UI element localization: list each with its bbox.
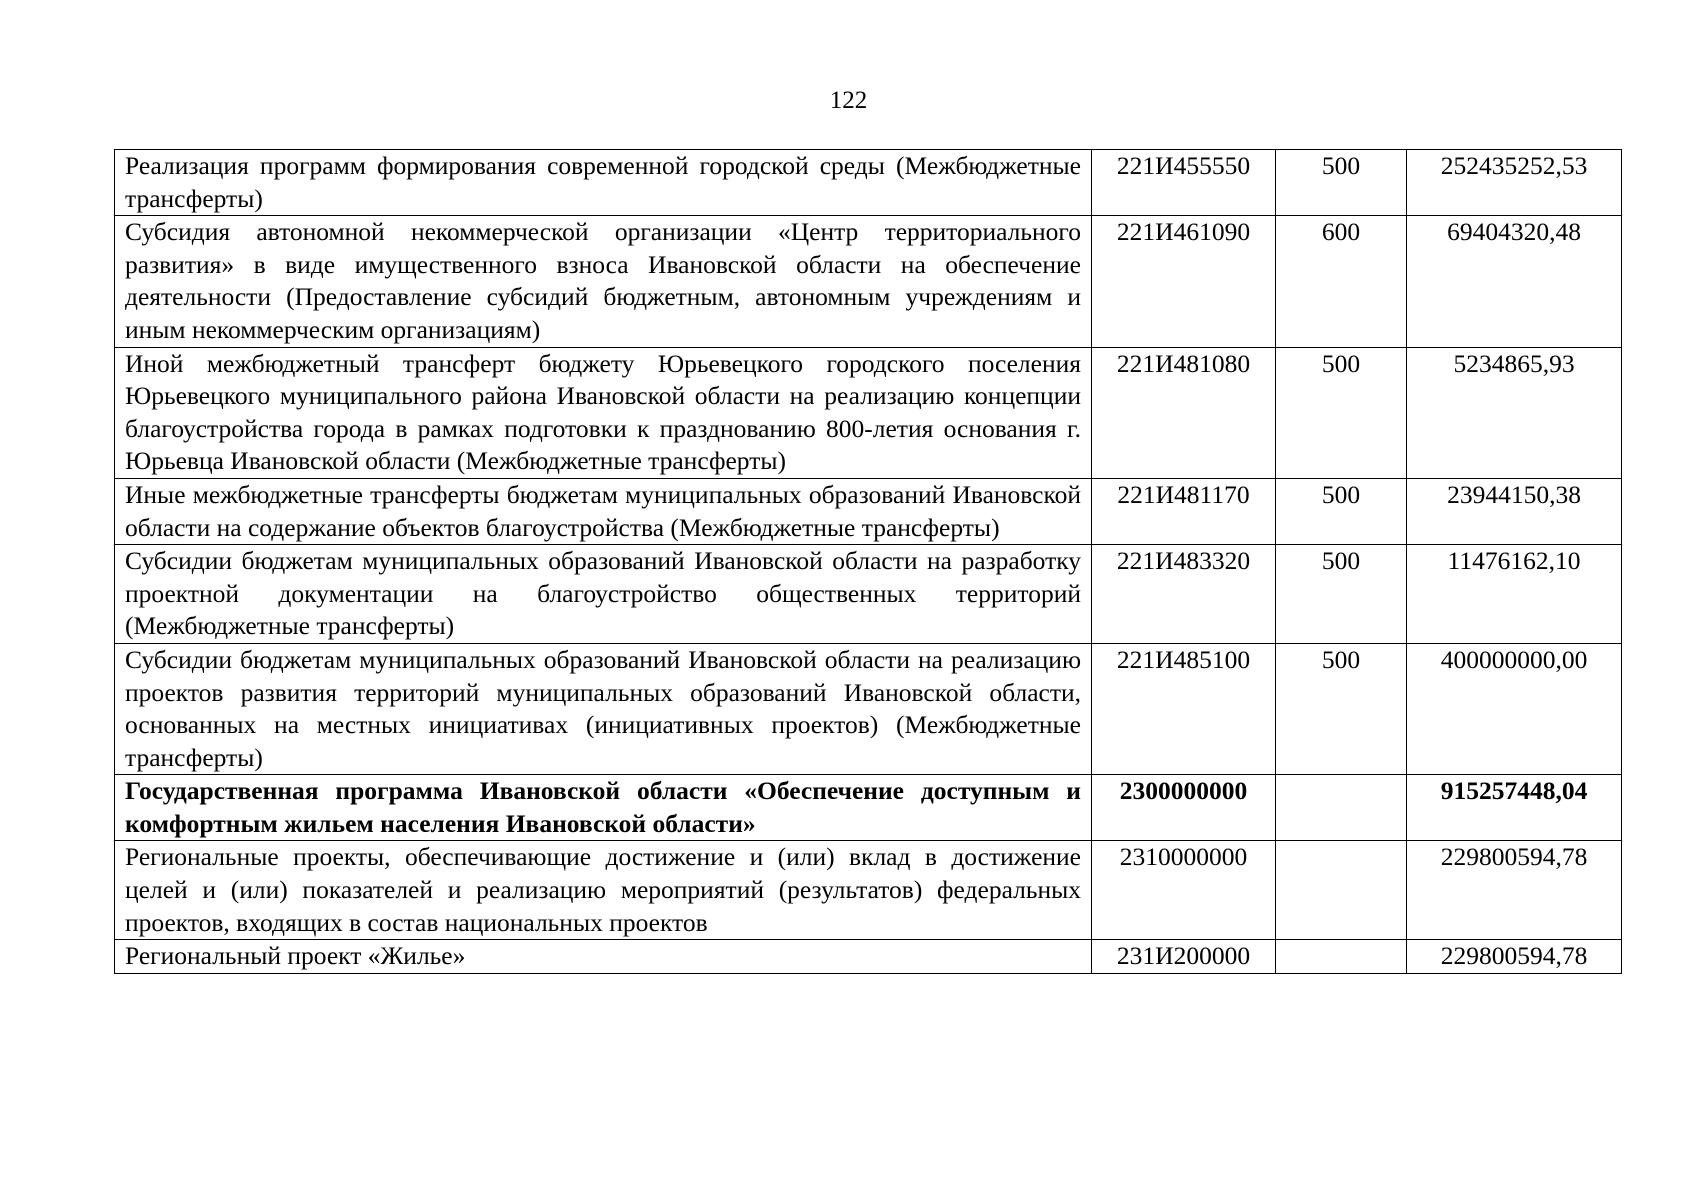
row-code: 221И481080 <box>1092 347 1276 478</box>
row-sum: 69404320,48 <box>1407 216 1622 347</box>
table-row <box>115 841 1622 940</box>
row-code: 221И485100 <box>1092 643 1276 774</box>
row-sum: 229800594,78 <box>1407 841 1622 940</box>
row-name: Региональные проекты, обеспечивающие достижение и (или) вклад в достижение целей и (или) показателей и реализацию мероприятий (результатов) федеральных проектов, входящих в состав национальных проектов <box>115 841 1092 940</box>
row-name: Субсидии бюджетам муниципальных образований Ивановской области на разработку проектной документации на благоустройство общественных территорий (Межбюджетные трансферты) <box>115 545 1092 644</box>
row-expense-type: 500 <box>1276 347 1407 478</box>
row-name: Субсидии бюджетам муниципальных образований Ивановской области на реализацию проектов развития территорий муниципальных образований Ивановской области, основанных на местных инициативах (инициативных проектов) (Межбюджетные трансферты) <box>115 643 1092 774</box>
row-expense-type: 500 <box>1276 545 1407 644</box>
table-row <box>115 150 1622 216</box>
row-sum: 915257448,04 <box>1407 775 1622 841</box>
row-sum: 11476162,10 <box>1407 545 1622 644</box>
page-number: 122 <box>829 87 868 114</box>
row-name: Иной межбюджетный трансферт бюджету Юрьевецкого городского поселения Юрьевецкого муниципального района Ивановской области на реализацию концепции благоустройства города в рамках подготовки к празднованию 800-летия основания г. Юрьевца Ивановской области (Межбюджетные трансферты) <box>115 347 1092 478</box>
table-row <box>115 545 1622 644</box>
row-expense-type: 500 <box>1276 150 1407 216</box>
row-name: Государственная программа Ивановской области «Обеспечение доступным и комфортным жильем населения Ивановской области» <box>115 775 1092 841</box>
row-expense-type <box>1276 940 1407 974</box>
table-row <box>115 940 1622 974</box>
table-row <box>115 643 1622 774</box>
row-expense-type: 500 <box>1276 478 1407 544</box>
row-sum: 400000000,00 <box>1407 643 1622 774</box>
row-sum: 252435252,53 <box>1407 150 1622 216</box>
row-sum: 229800594,78 <box>1407 940 1622 974</box>
row-code: 221И461090 <box>1092 216 1276 347</box>
table-row <box>115 478 1622 544</box>
row-name: Субсидия автономной некоммерческой организации «Центр территориального развития» в виде имущественного взноса Ивановской области на обеспечение деятельности (Предоставление субсидий бюджетным, автономным учреждениям и иным некоммерческим организациям) <box>115 216 1092 347</box>
row-code: 221И455550 <box>1092 150 1276 216</box>
row-name: Иные межбюджетные трансферты бюджетам муниципальных образований Ивановской области на содержание объектов благоустройства (Межбюджетные трансферты) <box>115 478 1092 544</box>
table-row-program <box>115 775 1622 841</box>
row-code: 221И481170 <box>1092 478 1276 544</box>
row-name: Реализация программ формирования современной городской среды (Межбюджетные трансферты) <box>115 150 1092 216</box>
row-code: 221И483320 <box>1092 545 1276 644</box>
row-code: 231И200000 <box>1092 940 1276 974</box>
row-name: Региональный проект «Жилье» <box>115 940 1092 974</box>
row-expense-type: 600 <box>1276 216 1407 347</box>
row-code: 2300000000 <box>1092 775 1276 841</box>
row-sum: 5234865,93 <box>1407 347 1622 478</box>
row-expense-type <box>1276 841 1407 940</box>
row-expense-type <box>1276 775 1407 841</box>
table-row <box>115 347 1622 478</box>
row-code: 2310000000 <box>1092 841 1276 940</box>
row-sum: 23944150,38 <box>1407 478 1622 544</box>
table-row <box>115 216 1622 347</box>
row-expense-type: 500 <box>1276 643 1407 774</box>
budget-table <box>114 149 1622 974</box>
